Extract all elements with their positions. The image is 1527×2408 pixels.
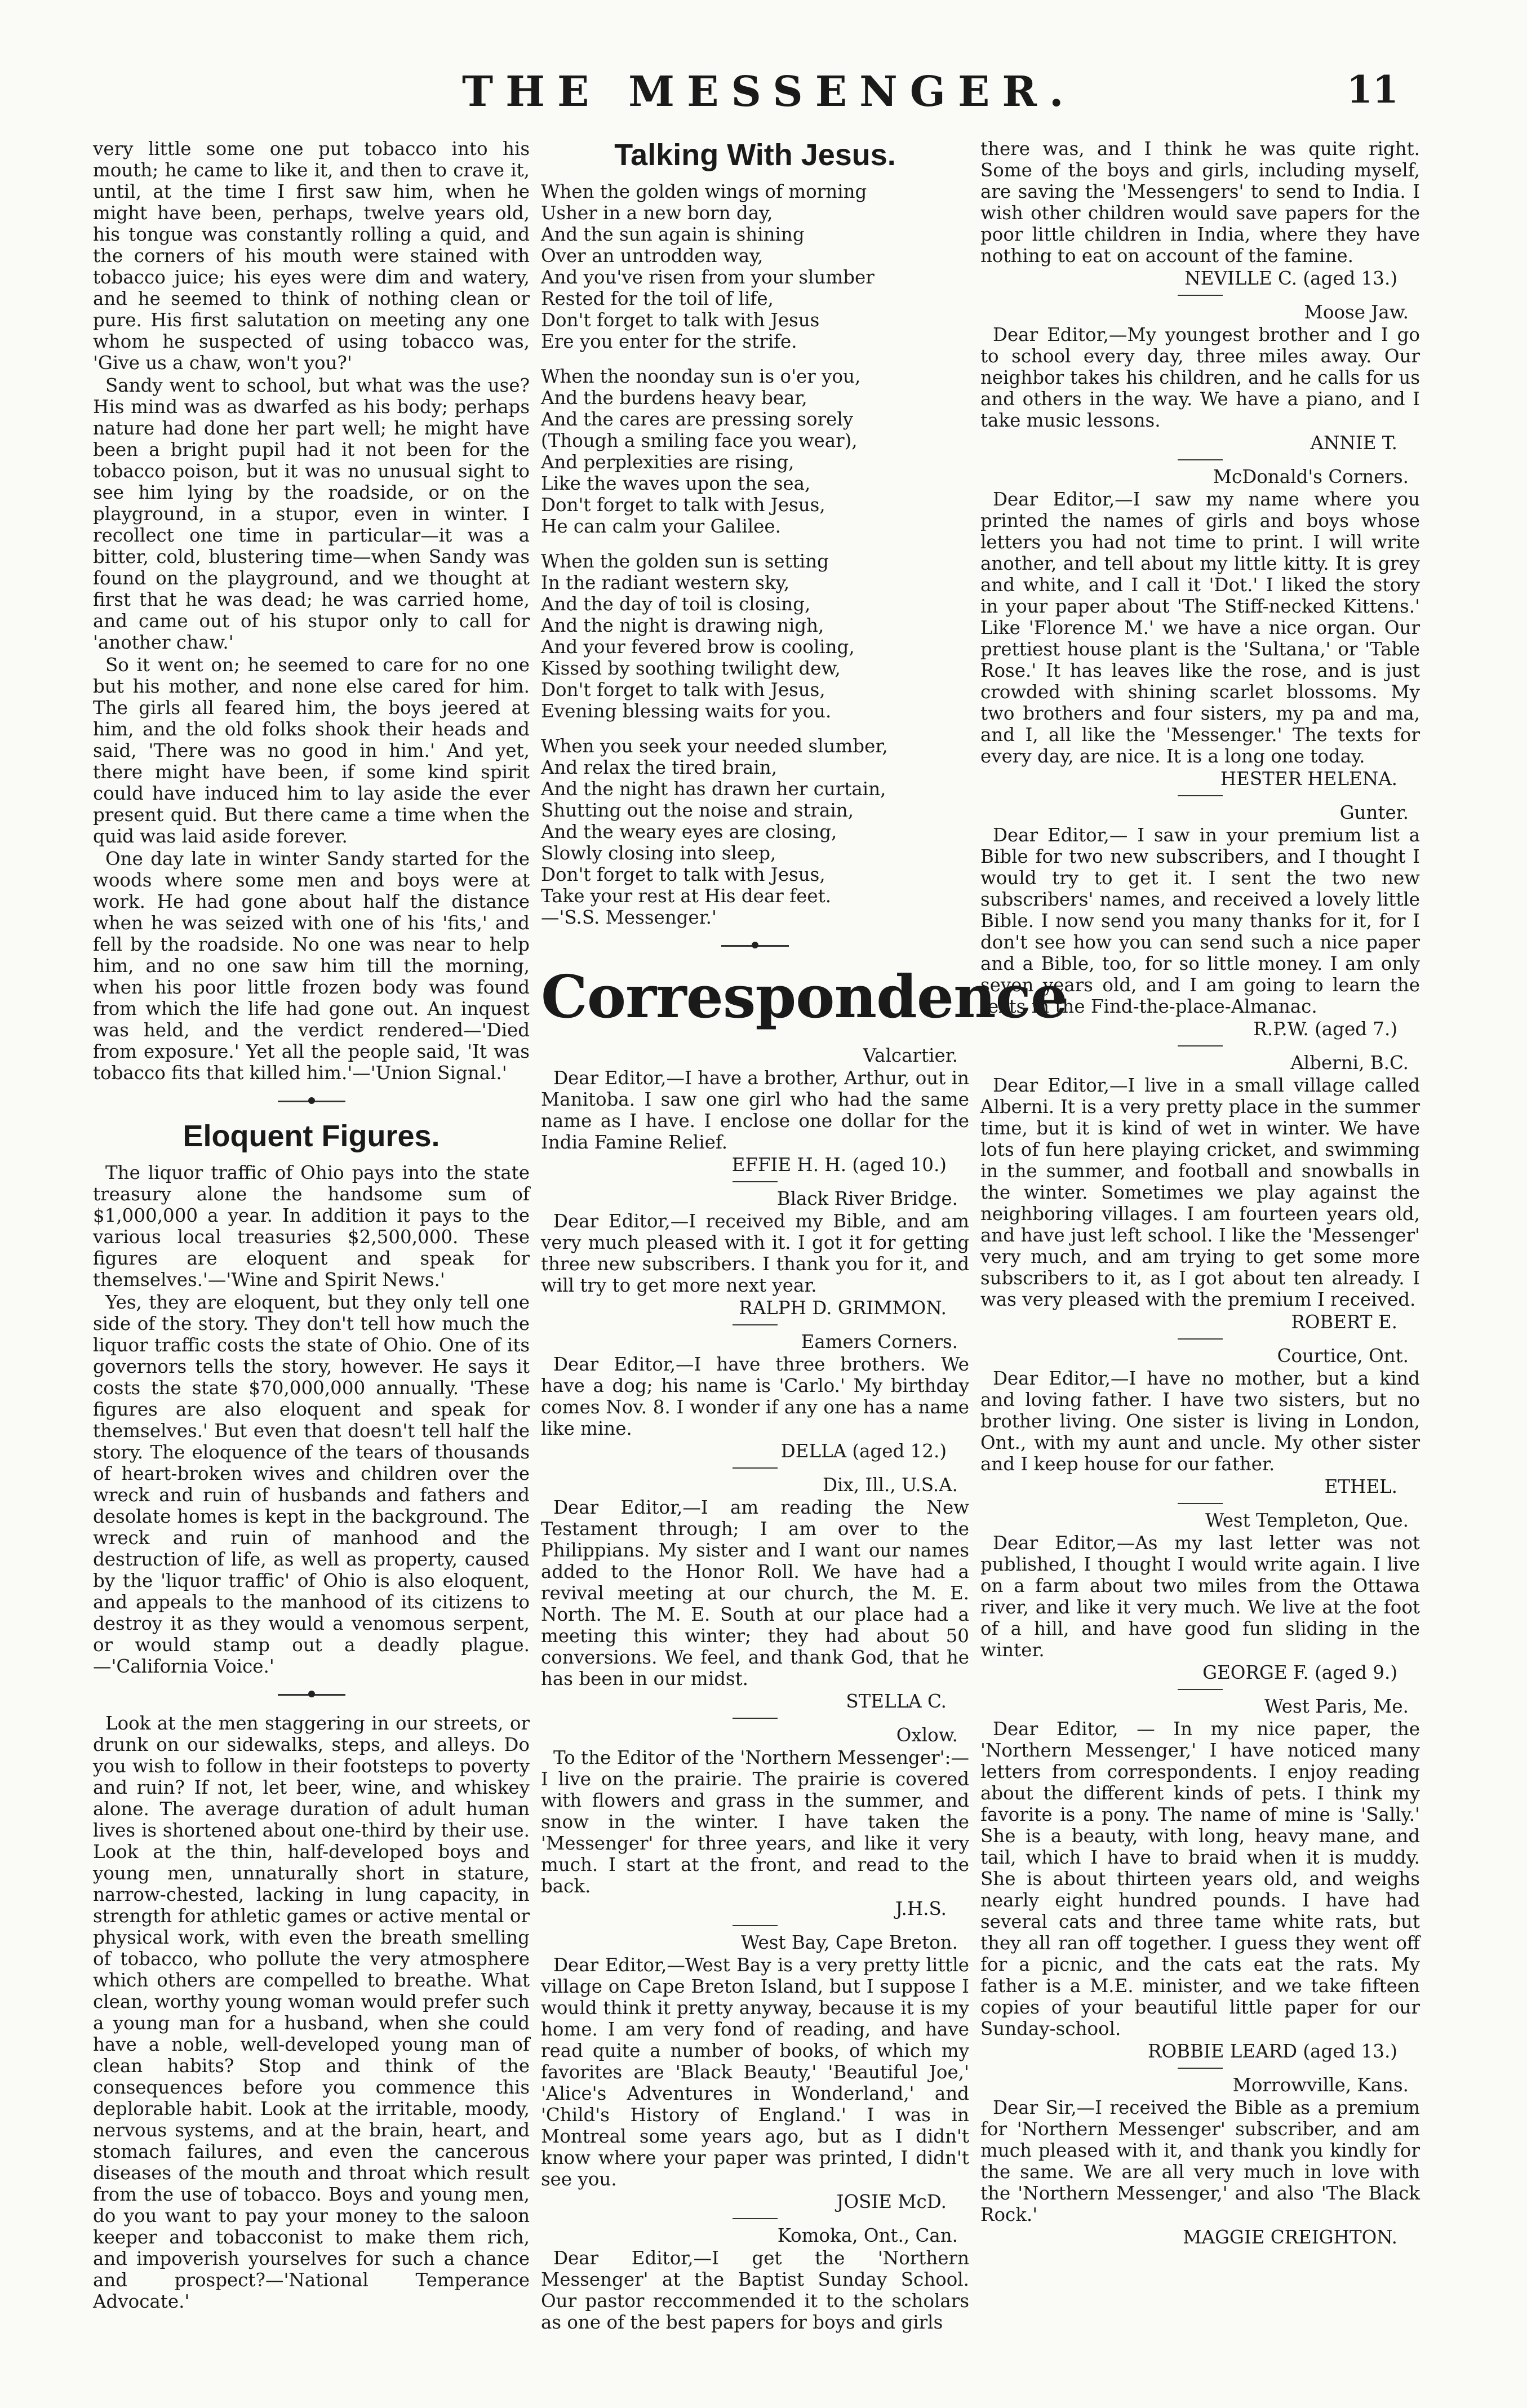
poem-stanza: When you seek your needed slumber, And relax the tired brain, And the night has drawn her curtain, Shutting out the noise and strain, And the weary eyes are closing, Slowly closing into sleep, Don't forget to talk with Jesus, Take your rest at His dear feet. —'S.S. Messenger.' — [541, 735, 888, 928]
section-divider — [278, 1101, 345, 1102]
letter-signature: ROBERT E. — [1291, 1311, 1397, 1333]
letter-divider — [1178, 1503, 1223, 1504]
poem-stanza: When the noonday sun is o'er you, And the burdens heavy bear, And the cares are pressing sorely (Though a smiling face you wear), And perplexities are rising, Like the waves upon the sea, Don't forget to talk with Jesus, He can calm your Galilee. — [541, 366, 861, 537]
letter-signature: EFFIE H. H. (aged 10.) — [731, 1154, 947, 1176]
column-left — [93, 138, 530, 2358]
letter-place: West Paris, Me. — [1264, 1696, 1409, 1717]
letter-text: Dear Editor,—I have no mother, but a kind and loving father. I have two sisters, but no brother living. One sister is living in London, Ont., with my aunt and uncle. My other sister and I keep house for our father. — [980, 1368, 1420, 1475]
letter-text: Dear Editor,—I received my Bible, and am very much pleased with it. I got it for getting three new subscribers. I thank you for it, and will try to get more next year. — [541, 1210, 969, 1296]
letter-text: Dear Editor,—My youngest brother and I go to school every day, three miles away. Our neighbor takes his children, and he calls for us and others in the way. We have a piano, and I take music lessons. — [980, 324, 1420, 431]
letter-text: Dear Editor, — In my nice paper, the 'Northern Messenger,' I have noticed many letters from correspondents. I enjoy reading about the different kinds of pets. I think my favorite is a pony. The name of mine is 'Sally.' She is a beauty, with long, heavy mane, and tail, which I have to braid when it is muddy. She is about thirteen years old, and weighs nearly eight hundred pounds. I have had several cats and three tame white rats, but they all ran off together. I guess they went off for a picnic, and the cats eat the rats. My father is a M.E. minister, and we take fifteen copies of your beautiful little paper for our Sunday-school. — [980, 1718, 1420, 2039]
letter-divider — [1178, 459, 1223, 460]
letter-place: Gunter. — [1339, 802, 1409, 823]
letter-place: Black River Bridge. — [776, 1188, 958, 1209]
section-divider — [721, 945, 789, 947]
section-divider — [278, 1694, 345, 1696]
masthead-title: THE MESSENGER. — [462, 68, 1076, 116]
letter-signature: HESTER HELENA. — [1220, 768, 1397, 790]
letter-divider — [733, 1718, 778, 1719]
letter-signature: ROBBIE LEARD (aged 13.) — [1147, 2041, 1397, 2062]
heading-correspondence: Correspondence — [541, 962, 1068, 1031]
article-paragraph: So it went on; he seemed to care for no one but his mother, and none else cared for him. The girls all feared him, the boys jeered at him, and the old folks shook their heads and said, 'There was no good in him.' And yet, there might have been, if some kind spirit could have induced him to lay aside the ever present quid. But there came a time when the quid was laid aside forever. — [93, 654, 530, 847]
letter-place: West Templeton, Que. — [1205, 1510, 1409, 1531]
letter-divider — [733, 1467, 778, 1469]
letter-divider — [1178, 295, 1223, 296]
letter-signature: J.H.S. — [895, 1898, 947, 1919]
letter-text: Dear Sir,—I received the Bible as a premium for 'Northern Messenger' subscriber, and am much pleased with it, and thank you kindly for the same. We are all very much in love with the 'Northern Messenger,' and also 'The Black Rock.' — [980, 2097, 1420, 2225]
masthead — [0, 68, 1527, 130]
letter-signature: R.P.W. (aged 7.) — [1253, 1018, 1397, 1040]
letter-text: Dear Editor,—As my last letter was not published, I thought I would write again. I live on a farm about two miles from the Ottawa river, and like it very much. We live at the foot of a hill, and have good fun sliding in the winter. — [980, 1532, 1420, 1661]
article-paragraph: Yes, they are eloquent, but they only tell one side of the story. They don't tell how much the liquor traffic costs the state of Ohio. One of its governors tells the story, however. He says it costs the state $70,000,000 annually. 'These figures are also eloquent and speak for themselves.' But even that doesn't tell half the story. The eloquence of the tears of thousands of heart-broken wives and children over the wreck and ruin of husbands and fathers and desolate homes is kept in the background. The wreck and ruin of manhood and the destruction of life, as well as property, caused by the 'liquor traffic' of Ohio is also eloquent, and appeals to the manhood of its citizens to destroy it as they would a venomous serpent, or would stamp out a deadly plague.—'California Voice.' — [93, 1292, 530, 1677]
letter-divider — [733, 1181, 778, 1182]
letter-place: West Bay, Cape Breton. — [740, 1932, 958, 1953]
letter-divider — [733, 1925, 778, 1926]
letter-place: Komoka, Ont., Can. — [777, 2225, 958, 2246]
letter-text: Dear Editor,—I have three brothers. We have a dog; his name is 'Carlo.' My birthday comes Nov. 8. I wonder if any one has a name like mine. — [541, 1354, 969, 1439]
poem-stanza: When the golden sun is setting In the radiant western sky, And the day of toil is closing, And the night is drawing nigh, And your fevered brow is cooling, Kissed by soothing twilight dew, Don't forget to talk with Jesus, Evening blessing waits for you. — [541, 551, 855, 722]
letter-signature: GEORGE F. (aged 9.) — [1202, 1662, 1397, 1683]
letter-signature: ANNIE T. — [1310, 432, 1397, 454]
article-paragraph: Look at the men staggering in our streets, or drunk on our sidewalks, steps, and alleys. Do you wish to follow in their footsteps to poverty and ruin? If not, let beer, wine, and whiskey alone. The average duration of adult human lives is shortened about one-third by their use. Look at the thin, half-developed boys and young men, unnaturally short in stature, narrow-chested, lacking in lung capacity, in strength for athletic games or active mental or physical work, with even the breath smelling of tobacco, who pollute the very atmosphere which others are compelled to breathe. What clean, worthy young woman would prefer such a young man for a husband, when she could have a noble, well-developed young man of clean habits? Stop and think of the consequences before you commence this deplorable habit. Look at the irritable, moody, nervous systems, and at the brain, heart, and stomach failures, and even the cancerous diseases of the mouth and throat which result from the use of tobacco. Boys and young men, do you want to pay your money to the saloon keeper and tobacconist to make them rich, and impoverish yourselves for such a chance and prospect?—'National Temperance Advocate.' — [93, 1713, 530, 2312]
heading-talking-with-jesus: Talking With Jesus. — [614, 138, 896, 172]
letter-divider — [733, 1324, 778, 1325]
heading-eloquent-figures: Eloquent Figures. — [183, 1119, 440, 1153]
letter-text: Dear Editor,—I have a brother, Arthur, out in Manitoba. I saw one girl who had the same name as I have. I enclose one dollar for the India Famine Relief. — [541, 1067, 969, 1153]
letter-signature: MAGGIE CREIGHTON. — [1183, 2227, 1397, 2248]
letter-place: Dix, Ill., U.S.A. — [822, 1474, 958, 1496]
letter-text: there was, and I think he was quite right. Some of the boys and girls, including myself, are saving the 'Messengers' to send to India. I wish other children would save papers for the poor little children in India, where they have nothing to eat on account of the famine. — [980, 138, 1420, 267]
poem-stanza: When the golden wings of morning Usher in a new born day, And the sun again is shining Over an untrodden way, And you've risen from your slumber Rested for the toil of life, Don't forget to talk with Jesus Ere you enter for the strife. — [541, 181, 875, 352]
letter-text: Dear Editor,—I live in a small village called Alberni. It is a very pretty place in the summer time, but it is kind of wet in winter. We have lots of fun here playing cricket, and swimming in the summer, and football and snowballs in the winter. Sometimes we play against the neighboring villages. I am fourteen years old, and have just left school. I like the 'Messenger' very much, and am trying to get some more subscribers to it, as I got about ten already. I was very pleased with the premium I received. — [980, 1075, 1420, 1310]
column-middle — [541, 138, 1068, 2358]
letter-divider — [733, 2218, 778, 2219]
letter-text: Dear Editor,— I saw in your premium list a Bible for two new subscribers, and I thought I would try to get it. I sent the two new subscribers' names, and received a lovely little Bible. I now send you many thanks for it, for I don't see how you can send such a nice paper and a Bible, too, for so little money. I am only seven years old, and I am going to learn the texts in the Find-the-place-Almanac. — [980, 824, 1420, 1017]
letter-divider — [1178, 1689, 1223, 1690]
letter-place: Morrowville, Kans. — [1232, 2074, 1409, 2096]
letter-text: Dear Editor,—I get the 'Northern Messenger' at the Baptist Sunday School. Our pastor reccommended it to the scholars as one of the best papers for boys and girls — [541, 2247, 969, 2333]
letter-divider — [1178, 1338, 1223, 1340]
page-number: 11 — [1347, 68, 1399, 112]
letter-signature: DELLA (aged 12.) — [780, 1440, 947, 1462]
letter-place: Oxlow. — [896, 1724, 958, 1746]
letter-place: McDonald's Corners. — [1213, 466, 1409, 487]
letter-text: Dear Editor,—I am reading the New Testament through; I am over to the Philippians. My sister and I want our names added to the Honor Roll. We have had a revival meeting at our church, the M. E. North. The M. E. South at our place had a meeting this winter; they had about 50 conversions. We feel, and thank God, that he has been in our midst. — [541, 1497, 969, 1689]
article-paragraph: One day late in winter Sandy started for the woods where some men and boys were at work. He had gone about half the distance when he was seized with one of his 'fits,' and fell by the roadside. No one was near to help him, and no one saw him till the morning, when his poor little frozen body was found from which the life had gone out. An inquest was held, and the verdict rendered—'Died from exposure.' Yet all the people said, 'It was tobacco fits that killed him.'—'Union Signal.' — [93, 848, 530, 1084]
letter-text: Dear Editor,—West Bay is a very pretty little village on Cape Breton Island, but I suppose I would think it pretty anyway, because it is my home. I am very fond of reading, and have read quite a number of books, of which my favorites are 'Black Beauty,' 'Beautiful Joe,' 'Alice's Adventures in Wonderland,' and 'Child's History of England.' I was in Montreal some years ago, but as I didn't know where your paper was printed, I didn't see you. — [541, 1954, 969, 2190]
letter-place: Moose Jaw. — [1304, 301, 1409, 323]
article-paragraph: The liquor traffic of Ohio pays into the state treasury alone the handsome sum of $1,000,000 a year. In addition it pays to the various local treasuries $2,500,000. These figures are eloquent and speak for themselves.'—'Wine and Spirit News.' — [93, 1162, 530, 1291]
letter-divider — [1178, 2068, 1223, 2069]
column-right — [980, 138, 1420, 2358]
letter-divider — [1178, 795, 1223, 796]
letter-signature: JOSIE McD. — [836, 2191, 947, 2212]
letter-place: Eamers Corners. — [801, 1331, 958, 1352]
letter-signature: RALPH D. GRIMMON. — [739, 1297, 947, 1319]
article-paragraph: very little some one put tobacco into his mouth; he came to like it, and then to crave it, until, at the time I first saw him, when he might have been, perhaps, twelve years old, his tongue was constantly rolling a quid, and the corners of his mouth were stained with tobacco juice; his eyes were dim and watery, and he seemed to think of nothing clean or pure. His first salutation on meeting any one whom he suspected of using tobacco was, 'Give us a chaw, won't you?' — [93, 138, 530, 374]
letter-place: Valcartier. — [863, 1045, 958, 1066]
article-paragraph: Sandy went to school, but what was the use? His mind was as dwarfed as his body; perhaps nature had done her part well; he might have been a bright pupil had it not been for the tobacco poison, but it was no unusual sight to see him lying by the roadside, or on the playground, in a stupor, even in winter. I recollect one time in particular—it was a bitter, cold, blustering time—when Sandy was found on the playground, and we thought at first that he was dead; he was carried home, and came out of his stupor only to call for 'another chaw.' — [93, 375, 530, 653]
letter-place: Courtice, Ont. — [1277, 1345, 1409, 1367]
letter-signature: ETHEL. — [1324, 1476, 1397, 1497]
letter-place: Alberni, B.C. — [1290, 1052, 1409, 1074]
letter-text: To the Editor of the 'Northern Messenger':—I live on the prairie. The prairie is covered with flowers and grass in the summer, and snow in the winter. I have taken the 'Messenger' for three years, and like it very much. I start at the front, and read to the back. — [541, 1747, 969, 1897]
letter-text: Dear Editor,—I saw my name where you printed the names of girls and boys whose letters you had not time to print. I will write another, and tell about my little kitty. It is grey and white, and I call it 'Dot.' I liked the story in your paper about 'The Stiff-necked Kittens.' Like 'Florence M.' we have a nice organ. Our prettiest house plant is the 'Sultana,' or 'Table Rose.' It has leaves like the rose, and is just crowded with shining scarlet blossoms. My two brothers and four sisters, my pa and ma, and I, all like the 'Messenger.' The texts for every day, are nice. It is a long one today. — [980, 489, 1420, 767]
letter-divider — [1178, 1045, 1223, 1046]
letter-signature: NEVILLE C. (aged 13.) — [1184, 268, 1397, 289]
letter-signature: STELLA C. — [846, 1691, 947, 1712]
